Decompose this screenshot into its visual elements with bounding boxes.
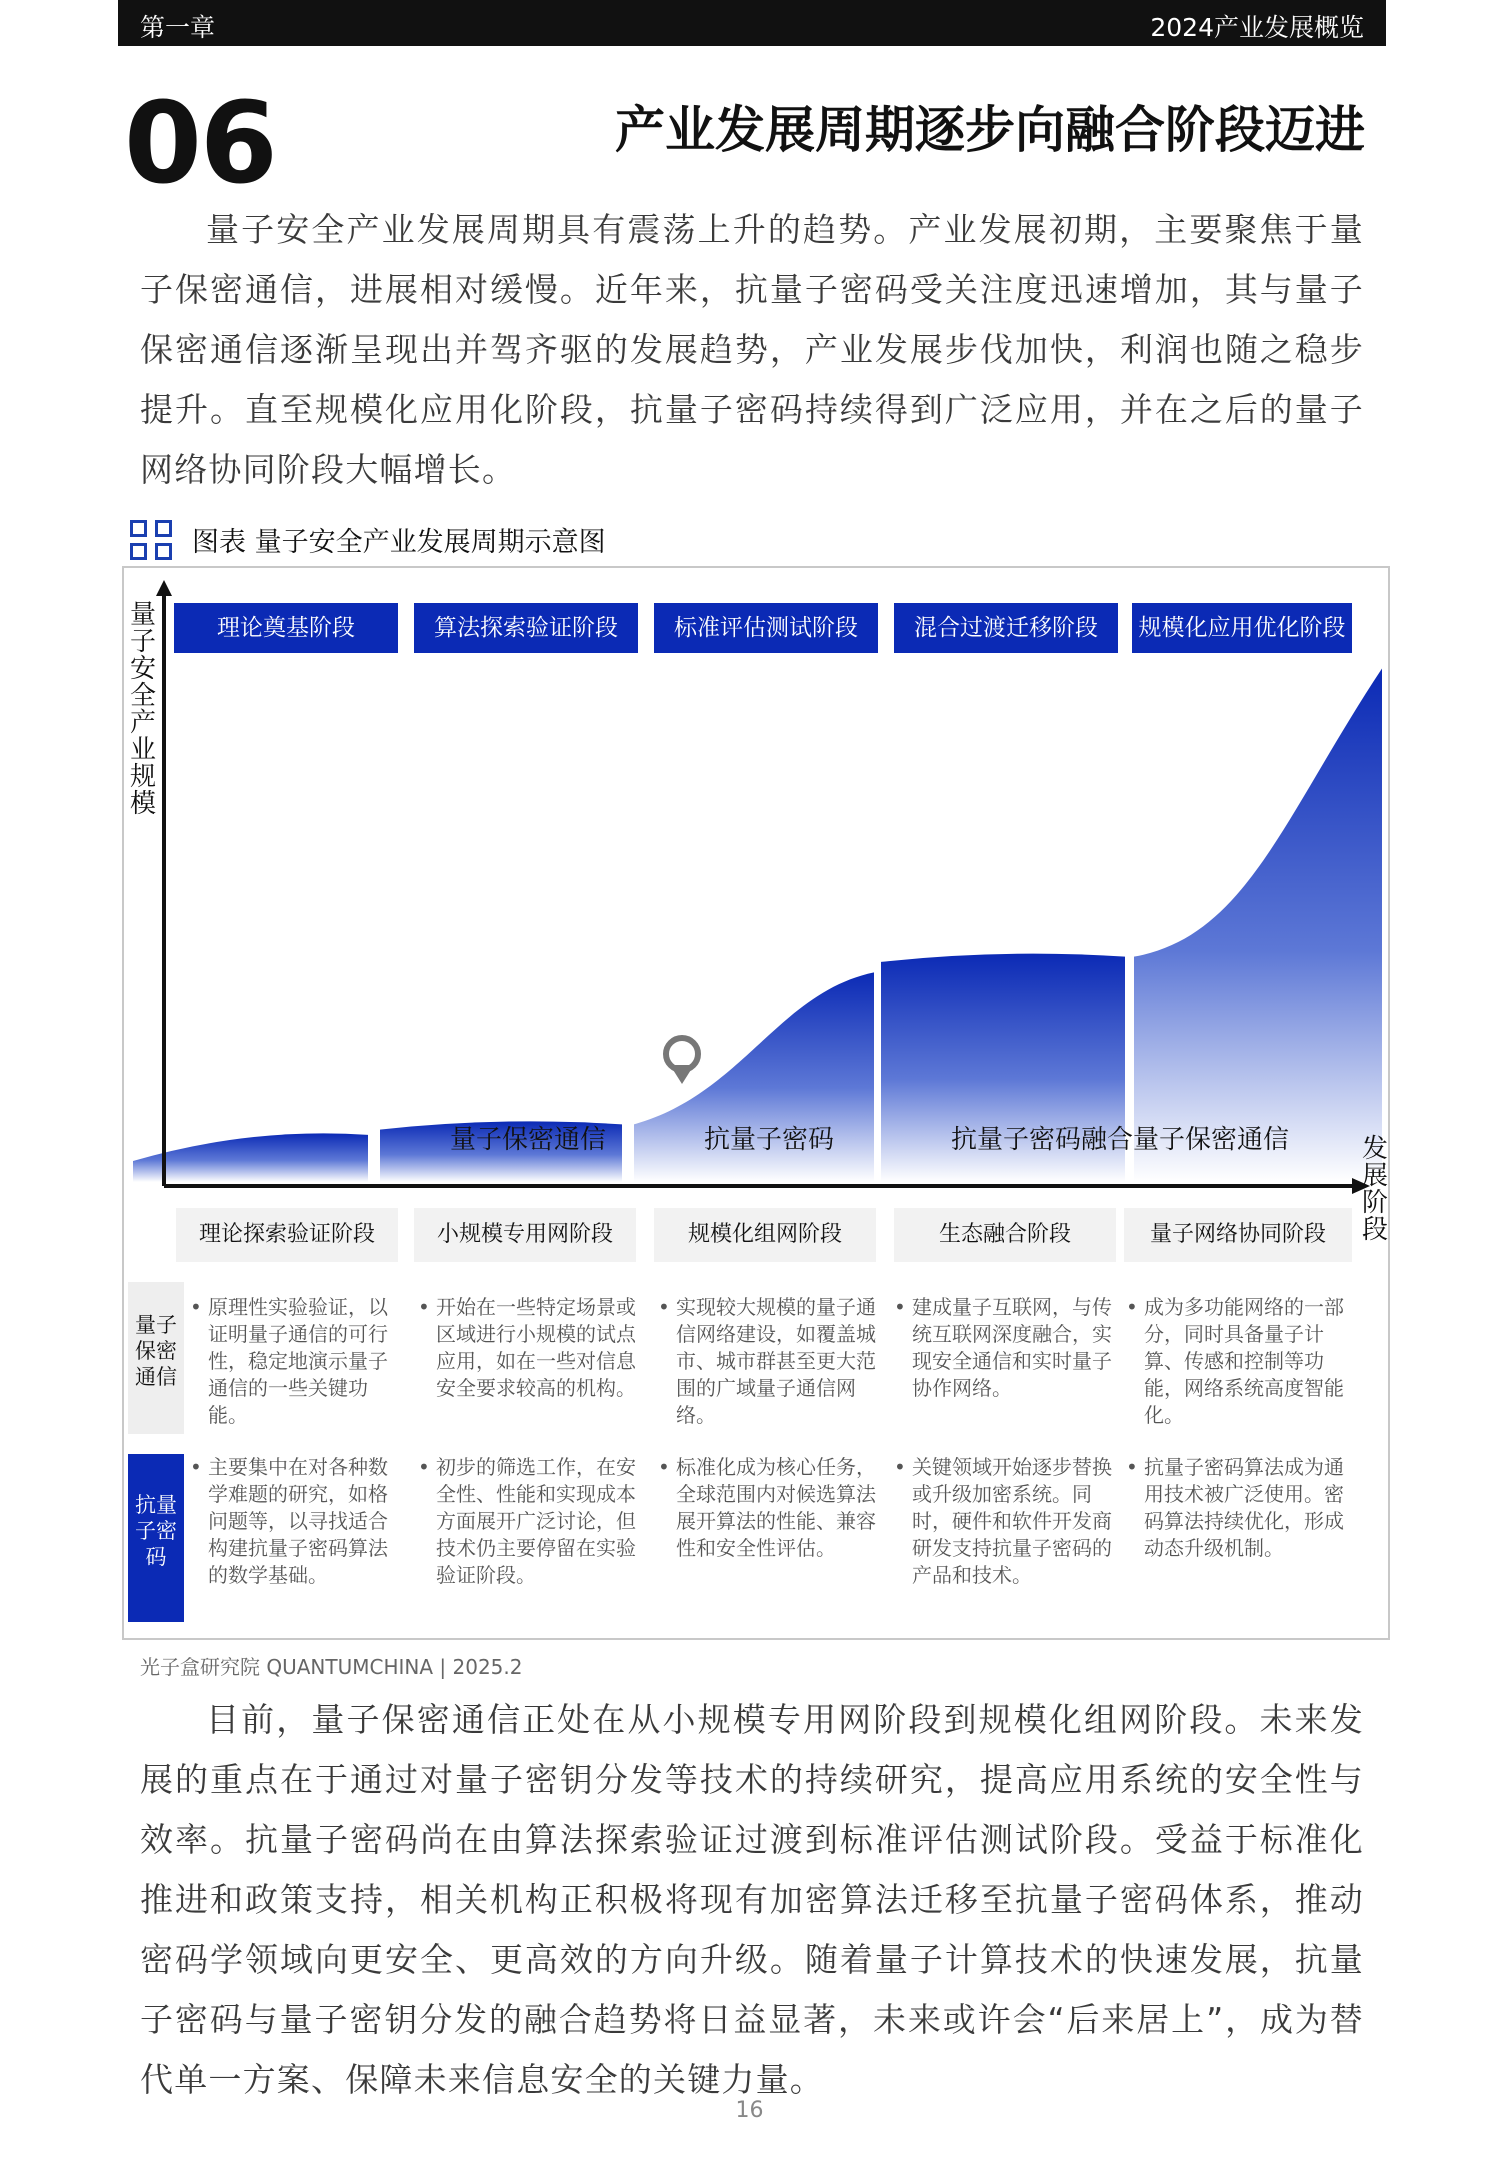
conclusion-paragraph: 目前，量子保密通信正处在从小规模专用网阶段到规模化组网阶段。未来发展的重点在于通过对量子密钥分发等技术的持续研究，提高应用系统的安全性与效率。抗量子密码尚在由算法探索验证过渡到标准评估测试阶段。受益于标准化推进和政策支持，相关机构正积极将现有加密算法迁移至抗量子密码体系，推动密码学领域向更安全、更高效的方向升级。随着量子计算技术的快速发展，抗量子密码与量子密钥分发的融合趋势将日益显著，未来或许会“后来居上”，成为替代单一方案、保障未来信息安全的关键力量。 (140, 1700, 1364, 2099)
row-label-qkd: 量子保密通信 (128, 1282, 184, 1434)
bottom-stage-1: 理论探索验证阶段 (176, 1208, 398, 1262)
figure-caption-text: 图表 量子安全产业发展周期示意图 (192, 527, 606, 558)
section-number: 06 (124, 79, 276, 209)
section-title: 产业发展周期逐步向融合阶段迈进 (615, 101, 1365, 159)
table-cell: • 标准化成为核心任务，全球范围内对候选算法展开算法的性能、兼容性和安全性评估。 (658, 1454, 882, 1562)
figure-source: 光子盒研究院 QUANTUMCHINA | 2025.2 (140, 1655, 523, 1679)
bottom-stage-4: 生态融合阶段 (894, 1208, 1116, 1262)
segment-label-4: 抗量子密码融合量子保密通信 (950, 1125, 1290, 1155)
table-cell: • 关键领域开始逐步替换或升级加密系统。同时，硬件和软件开发商研发支持抗量子密码的产品和技术。 (894, 1454, 1118, 1589)
table-cell: • 成为多功能网络的一部分，同时具备量子计算、传感和控制等功能，网络系统高度智能化。 (1126, 1294, 1354, 1429)
table-cell: • 原理性实验验证，以证明量子通信的可行性，稳定地演示量子通信的一些关键功能。 (190, 1294, 400, 1429)
report-title: 2024产业发展概览 (1150, 13, 1364, 42)
table-cell: • 初步的筛选工作，在安全性、性能和实现成本方面展开广泛讨论，但技术仍主要停留在实验验证阶段。 (418, 1454, 640, 1589)
chapter-label: 第一章 (140, 13, 216, 42)
table-cell: • 建成量子互联网，与传统互联网深度融合，实现安全通信和实时量子协作网络。 (894, 1294, 1118, 1402)
area-segment-1 (133, 1133, 368, 1182)
location-pin-tail (670, 1065, 694, 1084)
grid-icon (130, 520, 174, 562)
top-stage-4: 混合过渡迁移阶段 (894, 603, 1118, 653)
y-axis-label: 量子安全产业规模 (129, 600, 156, 819)
area-segment-5 (1134, 668, 1382, 1182)
segment-label-3: 抗量子密码 (703, 1125, 835, 1155)
table-cell: • 实现较大规模的量子通信网络建设，如覆盖城市、城市群甚至更大范围的广域量子通信网络。 (658, 1294, 882, 1429)
top-stage-3: 标准评估测试阶段 (654, 603, 878, 653)
table-cell: • 开始在一些特定场景或区域进行小规模的试点应用，如在一些对信息安全要求较高的机构。 (418, 1294, 640, 1402)
top-stage-5: 规模化应用优化阶段 (1132, 603, 1352, 653)
table-cell: • 主要集中在对各种数学难题的研究，如格问题等，以寻找适合构建抗量子密码算法的数学基础。 (190, 1454, 400, 1589)
y-axis-arrow (156, 580, 172, 596)
x-axis-label: 发展阶段 (1361, 1134, 1388, 1245)
segment-label-2: 量子保密通信 (449, 1125, 607, 1155)
bottom-stage-3: 规模化组网阶段 (654, 1208, 876, 1262)
intro-paragraph: 量子安全产业发展周期具有震荡上升的趋势。产业发展初期，主要聚焦于量子保密通信，进展相对缓慢。近年来，抗量子密码受关注度迅速增加，其与量子保密通信逐渐呈现出并驾齐驱的发展趋势，产业发展步伐加快，利润也随之稳步提升。直至规模化应用化阶段，抗量子密码持续得到广泛应用，并在之后的量子网络协同阶段大幅增长。 (140, 210, 1364, 489)
top-stage-1: 理论奠基阶段 (174, 603, 398, 653)
table-cell: • 抗量子密码算法成为通用技术被广泛使用。密码算法持续优化，形成动态升级机制。 (1126, 1454, 1354, 1562)
bottom-stage-5: 量子网络协同阶段 (1124, 1208, 1352, 1262)
page-number: 16 (735, 2098, 764, 2123)
row-label-pqc: 抗量子密码 (128, 1454, 184, 1622)
header-bar (118, 0, 1386, 46)
lifecycle-chart (124, 568, 1392, 1208)
top-stage-2: 算法探索验证阶段 (414, 603, 638, 653)
bottom-stage-2: 小规模专用网阶段 (414, 1208, 636, 1262)
lifecycle-figure (122, 566, 1390, 1640)
